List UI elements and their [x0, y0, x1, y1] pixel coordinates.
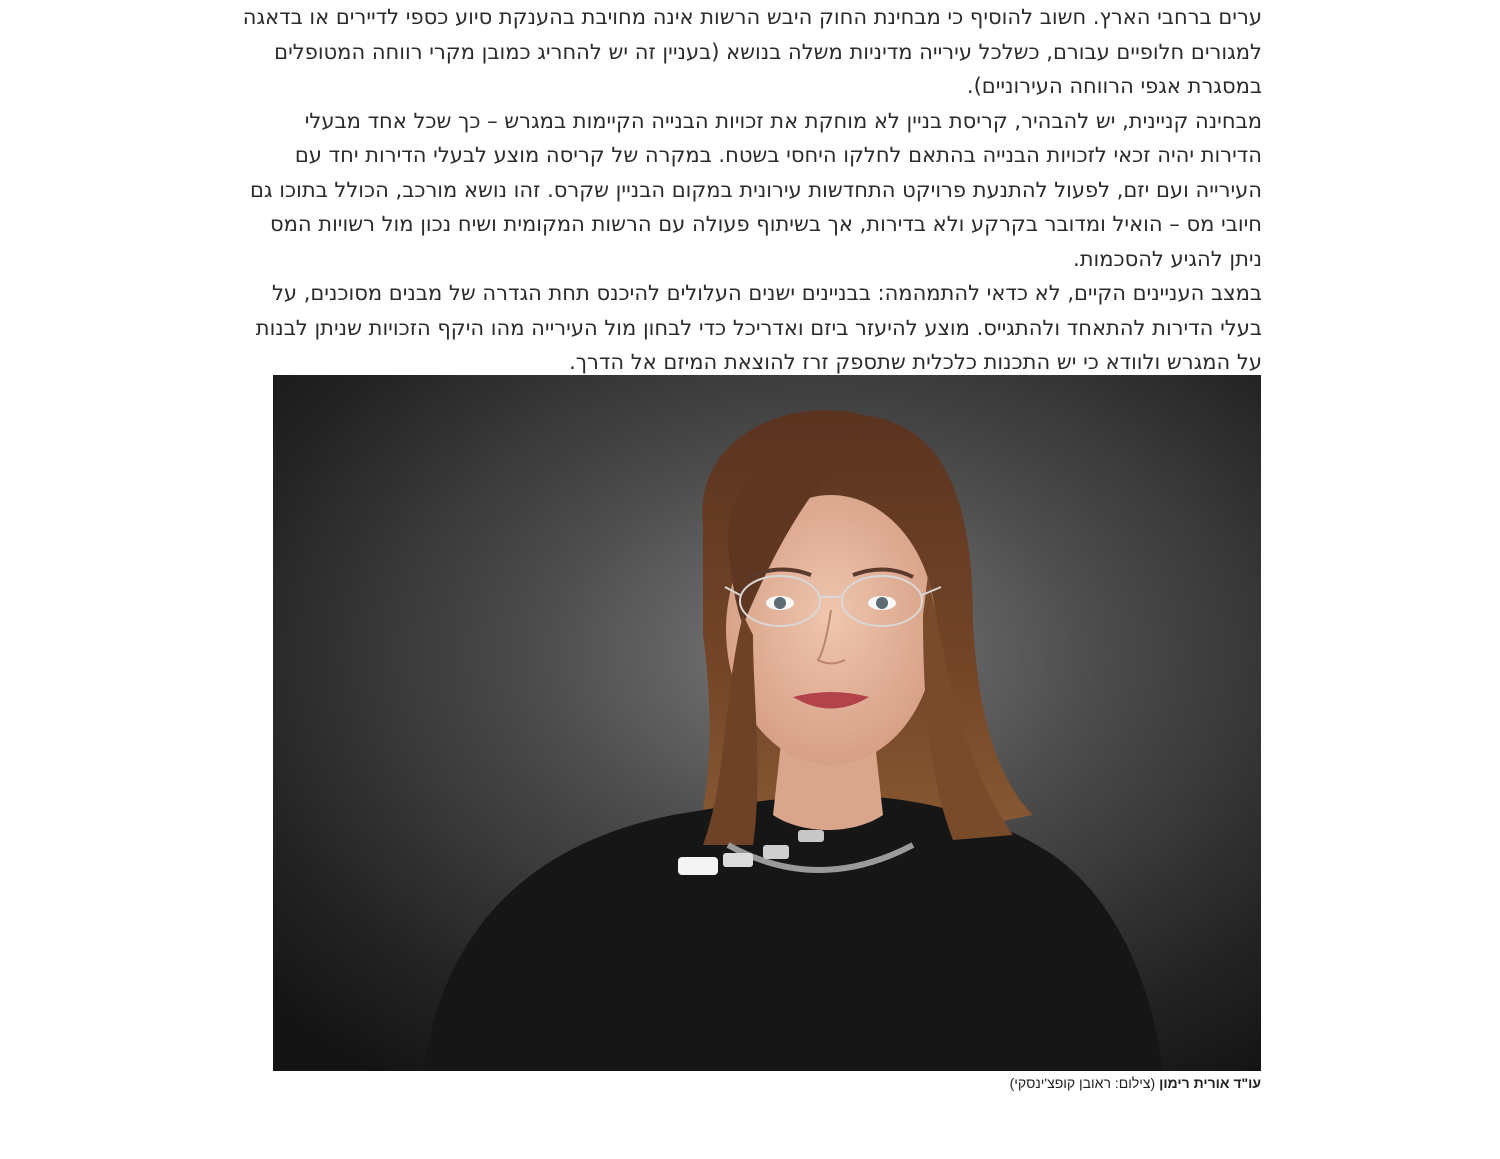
necklace-bead	[763, 845, 789, 859]
article-body	[240, 0, 1262, 380]
photo-caption	[273, 1073, 1261, 1093]
necklace-pendant	[678, 857, 718, 875]
right-iris	[876, 597, 888, 609]
article-paragraph: במצב העניינים הקיים, לא כדאי להתמהמה: בבניינים ישנים העלולים להיכנס תחת הגדרה של מבנים מסוכנים, על בעלי הדירות להתאחד ולהתגייס. מוצע להיעזר ביזם ואדריכל כדי לבחון מול העירייה מהו היקף הזכויות שניתן לבנות על המגרש ולוודא כי יש התכנות כלכלית שתספק זרז להוצאת המיזם אל הדרך.	[255, 281, 1262, 374]
portrait-photo	[273, 375, 1261, 1071]
caption-name: עו"ד אורית רימון	[1159, 1075, 1261, 1091]
caption-credit: (צילום: ראובן קופצ'ינסקי)	[1009, 1075, 1156, 1091]
necklace-bead	[723, 853, 753, 867]
portrait-illustration	[273, 375, 1261, 1071]
left-iris	[774, 597, 786, 609]
article-paragraph: מבחינה קניינית, יש להבהיר, קריסת בניין לא מוחקת את זכויות הבנייה הקיימות במגרש – כך שכל אחד מבעלי הדירות יהיה זכאי לזכויות הבנייה בהתאם לחלקו היחסי בשטח. במקרה של קריסה מוצע לבעלי הדירות יחד עם העירייה ועם יזם, לפעול להתנעת פרויקט התחדשות עירונית במקום הבניין שקרס. זהו נושא מורכב, הכולל בתוכו גם חיובי מס – הואיל ומדובר בקרקע ולא בדירות, אך בשיתוף פעולה עם הרשות המקומית ושיח נכון מול רשויות המס ניתן להגיע להסכמות.	[250, 108, 1262, 271]
article-paragraph: ערים ברחבי הארץ. חשוב להוסיף כי מבחינת החוק היבש הרשות אינה מחויבת בהענקת סיוע כספי לדיירים או בדאגה למגורים חלופיים עבורם, כשלכל עירייה מדיניות משלה בנושא (בעניין זה יש להחריג כמובן מקרי רווחה המטופלים במסגרת אגפי הרווחה העירוניים).	[242, 5, 1262, 98]
necklace-bead	[798, 830, 824, 842]
